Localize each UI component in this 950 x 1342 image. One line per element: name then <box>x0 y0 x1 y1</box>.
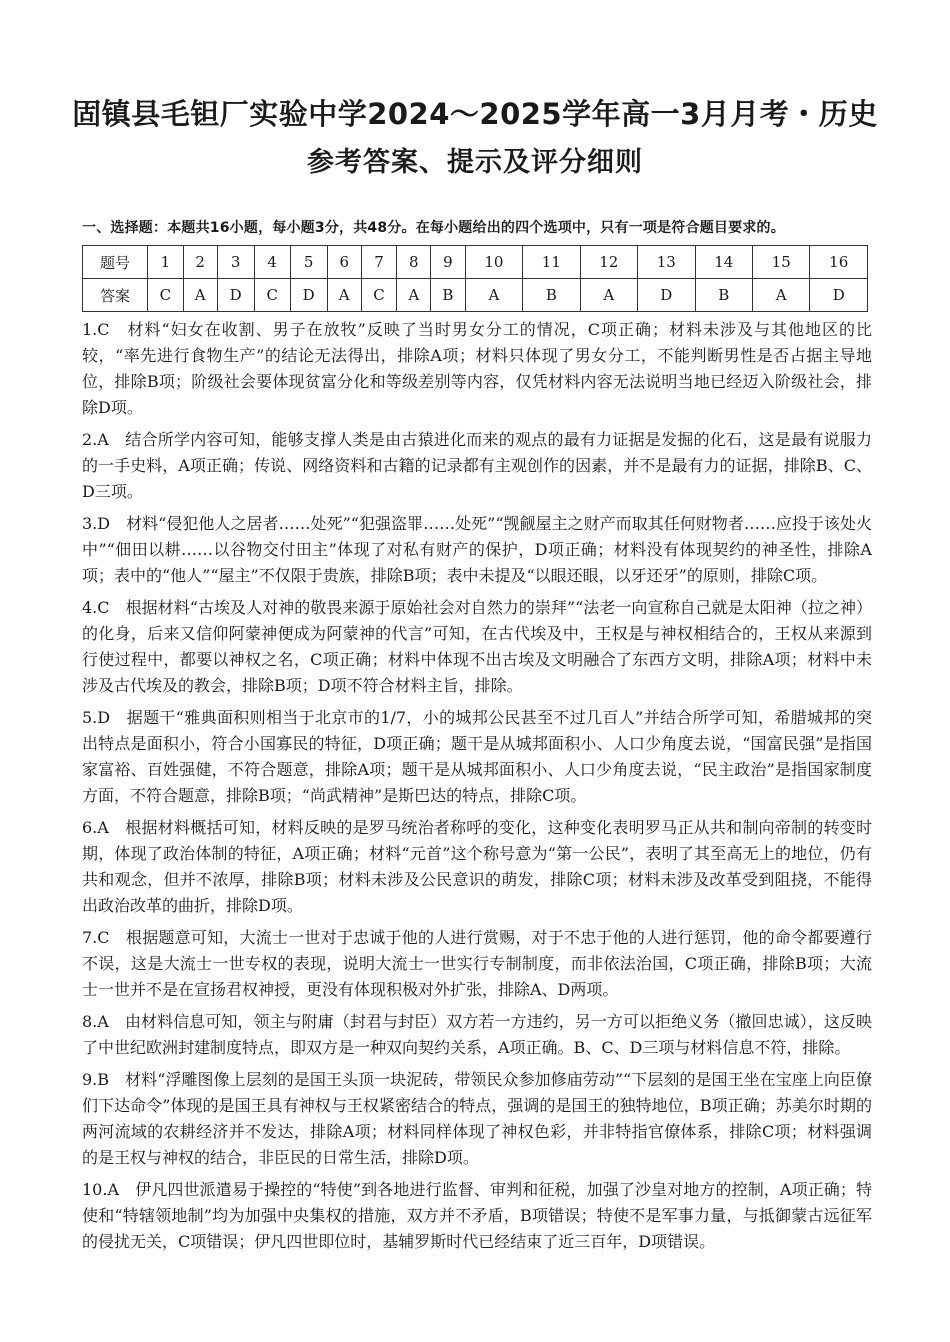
answer-cell: D <box>638 279 695 312</box>
explanation-item <box>82 1067 872 1171</box>
answer-table <box>82 245 868 312</box>
item-number: 1.C <box>82 320 128 339</box>
answer-cell: A <box>397 279 431 312</box>
answer-cell: B <box>695 279 752 312</box>
question-number: 13 <box>638 246 695 279</box>
explanation-item <box>82 427 872 505</box>
item-number: 2.A <box>82 430 126 449</box>
answer-cell: A <box>327 279 361 312</box>
answer-cell: D <box>290 279 327 312</box>
question-number: 7 <box>361 246 397 279</box>
item-text: 材料“浮雕图像上层刻的是国王头顶一块泥砖，带领民众参加修庙劳动”“下层刻的是国王坐在宝座上向臣僚们下达命令”体现的是国王具有神权与王权紧密结合的特点，强调的是国王的独特地位，B项正确；苏美尔时期的两河流域的农耕经济并不发达，排除A项；材料同样体现了神权色彩，并非特指官僚体系，排除C项；材料强调的是王权与神权的结合，非臣民的日常生活，排除D项。 <box>82 1070 872 1167</box>
item-number: 3.D <box>82 514 127 533</box>
explanation-item <box>82 815 872 919</box>
explanation-item <box>82 705 872 809</box>
item-text: 根据材料概括可知，材料反映的是罗马统治者称呼的变化，这种变化表明罗马正从共和制向帝制的转变时期，体现了政治体制的特征，A项正确；材料“元首”这个称号意为“第一公民”，表明了其至高无上的地位，仍有共和观念，但并不浓厚，排除B项；材料未涉及公民意识的萌发，排除C项；材料未涉及改革受到阻挠，不能得出政治改革的曲折，排除D项。 <box>82 818 872 915</box>
answer-cell: C <box>148 279 184 312</box>
answer-cell: C <box>254 279 290 312</box>
row-label: 答案 <box>83 279 148 312</box>
explanation-list <box>82 317 872 1261</box>
item-text: 结合所学内容可知，能够支撑人类是由古猿进化而来的观点的最有力证据是发掘的化石，这是最有说服力的一手史料，A项正确；传说、网络资料和古籍的记录都有主观创作的因素，并不是最有力的证据，排除B、C、D三项。 <box>82 430 872 501</box>
item-number: 6.A <box>82 818 126 837</box>
item-text: 材料“妇女在收割、男子在放牧”反映了当时男女分工的情况，C项正确；材料未涉及与其他地区的比较，“率先进行食物生产”的结论无法得出，排除A项；材料只体现了男女分工，不能判断男性是否占据主导地位，排除B项；阶级社会要体现贫富分化和等级差别等内容，仅凭材料内容无法说明当地已经迈入阶级社会，排除D项。 <box>82 320 872 417</box>
item-text: 由材料信息可知，领主与附庸（封君与封臣）双方若一方违约，另一方可以拒绝义务（撤回忠诚），这反映了中世纪欧洲封建制度特点，即双方是一种双向契约关系，A项正确。B、C、D三项与材料信息不符，排除。 <box>82 1012 872 1057</box>
question-number: 12 <box>580 246 637 279</box>
question-number: 2 <box>183 246 217 279</box>
answer-cell: D <box>217 279 254 312</box>
document-subtitle: 参考答案、提示及评分细则 <box>307 147 643 178</box>
item-text: 伊凡四世派遣易于操控的“特使”到各地进行监督、审判和征税，加强了沙皇对地方的控制，A项正确；特使和“特辖领地制”均为加强中央集权的措施，双方并不矛盾，B项错误；特使不是军事力量，与抵御蒙古远征军的侵扰无关，C项错误；伊凡四世即位时，基辅罗斯时代已经结束了近三百年，D项错误。 <box>82 1180 872 1251</box>
answer-cell: C <box>361 279 397 312</box>
answer-cell: B <box>431 279 465 312</box>
answer-cell: A <box>580 279 637 312</box>
answer-cell: D <box>810 279 868 312</box>
item-number: 8.A <box>82 1012 125 1031</box>
table-row-answers <box>83 279 868 312</box>
item-number: 4.C <box>82 598 126 617</box>
document-title: 固镇县毛钽厂实验中学2024～2025学年高一3月月考・历史 <box>72 97 878 131</box>
item-text: 根据材料“古埃及人对神的敬畏来源于原始社会对自然力的崇拜”“法老一向宣称自己就是太阳神（拉之神）的化身，后来又信仰阿蒙神便成为阿蒙神的代言”可知，在古代埃及中，王权是与神权相结合的，王权从来源到行使过程中，都要以神权之名，C项正确；材料中体现不出古埃及文明融合了东西方文明，排除A项；材料中未涉及古代埃及的教会，排除B项；D项不符合材料主旨，排除。 <box>82 598 872 695</box>
explanation-item <box>82 925 872 1003</box>
question-number: 15 <box>752 246 809 279</box>
question-number: 16 <box>810 246 868 279</box>
row-label: 题号 <box>83 246 148 279</box>
question-number: 1 <box>148 246 184 279</box>
answer-cell: A <box>752 279 809 312</box>
question-number: 11 <box>523 246 580 279</box>
question-number: 4 <box>254 246 290 279</box>
explanation-item <box>82 1009 872 1061</box>
explanation-item <box>82 595 872 699</box>
item-number: 7.C <box>82 928 126 947</box>
question-number: 10 <box>465 246 522 279</box>
item-number: 9.B <box>82 1070 126 1089</box>
section-heading: 一、选择题：本题共16小题，每小题3分，共48分。在每小题给出的四个选项中，只有一项是符合题目要求的。 <box>82 220 785 236</box>
item-number: 5.D <box>82 708 127 727</box>
answer-cell: A <box>465 279 522 312</box>
item-text: 根据题意可知，大流士一世对于忠诚于他的人进行赏赐，对于不忠于他的人进行惩罚，他的命令都要遵行不误，这是大流士一世专权的表现，说明大流士一世实行专制制度，而非依法治国，C项正确，排除B项；大流士一世并不是在宣扬君权神授，更没有体现积极对外扩张，排除A、D两项。 <box>82 928 872 999</box>
question-number: 6 <box>327 246 361 279</box>
item-number: 10.A <box>82 1180 136 1199</box>
explanation-item <box>82 317 872 421</box>
explanation-item <box>82 1177 872 1255</box>
explanation-item <box>82 511 872 589</box>
question-number: 14 <box>695 246 752 279</box>
item-text: 材料“侵犯他人之居者……处死”“犯强盗罪……处死”“觊觎屋主之财产而取其任何财物者……应投于该处火中”“佃田以耕……以谷物交付田主”体现了对私有财产的保护，D项正确；材料没有体现契约的神圣性，排除A项；表中的“他人”“屋主”不仅限于贵族，排除B项；表中未提及“以眼还眼，以牙还牙”的原则，排除C项。 <box>82 514 872 585</box>
item-text: 据题干“雅典面积则相当于北京市的1/7，小的城邦公民甚至不过几百人”并结合所学可知，希腊城邦的突出特点是面积小，符合小国寡民的特征，D项正确；题干是从城邦面积小、人口少角度去说，“国富民强”是指国家富裕、百姓强健，不符合题意，排除A项；题干是从城邦面积小、人口少角度去说，“民主政治”是指国家制度方面，不符合题意，排除B项；“尚武精神”是斯巴达的特点，排除C项。 <box>82 708 872 805</box>
question-number: 3 <box>217 246 254 279</box>
question-number: 5 <box>290 246 327 279</box>
question-number: 9 <box>431 246 465 279</box>
question-number: 8 <box>397 246 431 279</box>
answer-cell: A <box>183 279 217 312</box>
answer-cell: B <box>523 279 580 312</box>
table-row-numbers <box>83 246 868 279</box>
